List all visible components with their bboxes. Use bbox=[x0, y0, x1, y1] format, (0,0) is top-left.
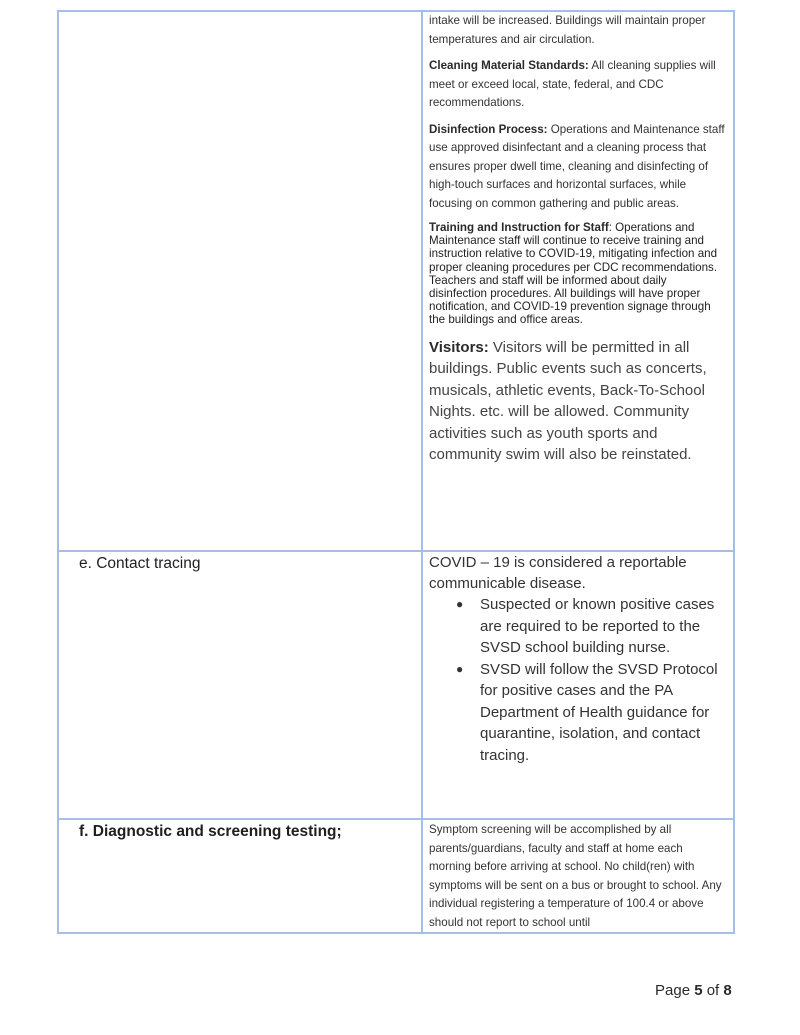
cleaning-standards-heading: Cleaning Material Standards: bbox=[429, 59, 589, 72]
cleaning-standards-paragraph bbox=[429, 57, 727, 113]
air-circulation-paragraph: intake will be increased. Buildings will maintain proper temperatures and air circulation. bbox=[429, 14, 706, 46]
cleaning-standards-text: All cleaning supplies will meet or exceed local, state, federal, and CDC recommendations. bbox=[429, 59, 716, 109]
bullet-icon: ● bbox=[456, 661, 464, 676]
contact-tracing-intro: COVID – 19 is considered a reportable communicable disease. bbox=[429, 554, 687, 592]
disinfection-process-heading: Disinfection Process: bbox=[429, 122, 548, 136]
table-row bbox=[58, 11, 734, 551]
row-label-contact-tracing: e. Contact tracing bbox=[79, 555, 201, 572]
row-content-cell bbox=[422, 551, 734, 819]
bullet-icon: ● bbox=[456, 597, 464, 611]
row-label-cell bbox=[58, 819, 422, 933]
row-content-cell bbox=[422, 819, 734, 933]
row-label bbox=[59, 12, 421, 15]
page-number: Page 5 of 8 bbox=[655, 982, 732, 999]
list-item: ● SVSD will follow the SVSD Protocol for positive cases and the PA Department of Health guidance for quarantine, isolation, and contact tracing. bbox=[456, 660, 718, 764]
training-heading: Training and Instruction for Staff bbox=[429, 221, 609, 234]
disinfection-process-paragraph bbox=[429, 121, 727, 214]
training-paragraph bbox=[429, 221, 727, 327]
visitors-heading: Visitors: bbox=[429, 338, 489, 356]
training-text: : Operations and Maintenance staff will continue to receive training and instruction relative to COVID-19, mitigating infection and proper cleaning procedures per CDC recommendations. Teachers and staff will be informed about daily disinfection procedures. All buildings will have proper notification, and COVID-19 prevention signage through the buildings and office areas. bbox=[429, 221, 718, 327]
row-label-cell bbox=[58, 551, 422, 819]
visitors-paragraph bbox=[429, 337, 727, 466]
health-safety-plan-table bbox=[57, 10, 735, 934]
table-row bbox=[58, 551, 734, 819]
total-pages: 8 bbox=[723, 982, 732, 999]
row-content-cell bbox=[422, 11, 734, 551]
list-item: ● Suspected or known positive cases are required to be reported to the SVSD school building nurse. bbox=[456, 596, 715, 656]
visitors-text: Visitors will be permitted in all buildings. Public events such as concerts, musicals, athletic events, Back-To-School Nights. etc. will be allowed. Community activities such as youth sports and community swim will also be reinstated. bbox=[429, 338, 707, 464]
row-label-cell bbox=[58, 11, 422, 551]
current-page: 5 bbox=[694, 982, 703, 999]
contact-tracing-list bbox=[429, 594, 727, 766]
disinfection-process-text: Operations and Maintenance staff use approved disinfectant and a cleaning process that ensures proper dwell time, cleaning and disinfecting of high-touch surfaces and horizontal surfaces, while focusing on common gathering and public areas. bbox=[429, 122, 725, 210]
table-row bbox=[58, 819, 734, 933]
symptom-screening-paragraph: Symptom screening will be accomplished by all parents/guardians, faculty and staff at home each morning before arriving at school. No child(ren) with symptoms will be sent on a bus or brought to school. Any individual registering a temperature of 100.4 or above should not report to school until bbox=[429, 823, 722, 929]
row-label-diagnostic-testing: f. Diagnostic and screening testing; bbox=[79, 823, 342, 840]
